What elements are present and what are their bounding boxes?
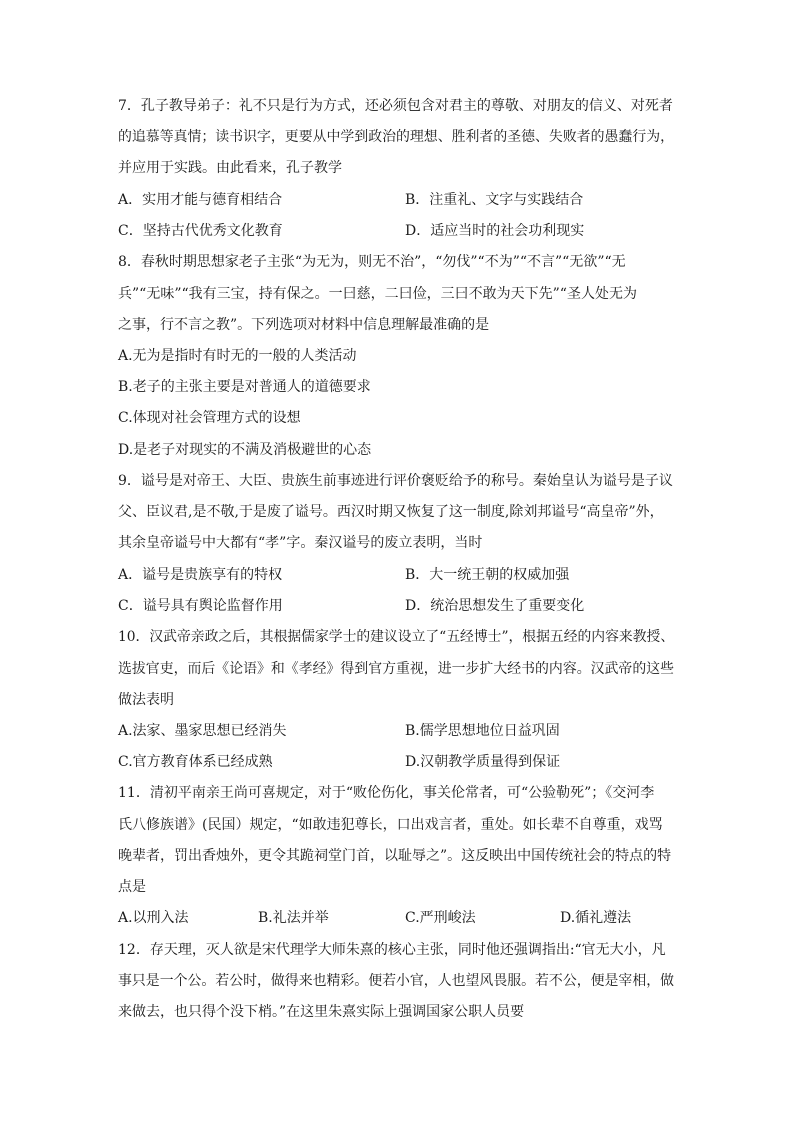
q11-option-a: A.以刑入法: [118, 910, 189, 926]
q9-option-a: A．谥号是贵族享有的特权: [118, 567, 283, 583]
q10-stem-line: 选拔官吏，而后《论语》和《孝经》得到官方重视，进一步扩大经书的内容。汉武帝的这些: [118, 661, 675, 677]
q7-option-c: C．坚持古代优秀文化教育: [118, 223, 283, 239]
q10-option-c: C.官方教育体系已经成熟: [118, 754, 273, 770]
q7-option-b: B．注重礼、文字与实践结合: [405, 192, 584, 208]
q8-option-c: C.体现对社会管理方式的设想: [118, 410, 301, 426]
q8-option-d: D.是老子对现实的不满及消极避世的心态: [118, 442, 372, 458]
q8-option-a: A.无为是指时有时无的一般的人类活动: [118, 348, 357, 364]
q10-option-a: A.法家、墨家思想已经消失: [118, 723, 287, 739]
q11-stem-line: 氏八修族谱》(民国）规定，“如敢违犯尊长，口出戏言者，重处。如长辈不自尊重，戏骂: [118, 817, 663, 833]
q8-stem-line: 8．春秋时期思想家老子主张“为无为，则无不治”，“勿伐”“不为”“不言”“无欲”“无: [118, 254, 626, 270]
q11-stem-line: 11．清初平南亲王尚可喜规定，对于“败伦伤化，事关伦常者，可“公验勒死”；《交河李: [118, 785, 655, 801]
q9-option-b: B．大一统王朝的权威加强: [405, 567, 570, 583]
q11-stem-line: 点是: [118, 879, 146, 895]
q7-stem-line: 的追慕等真情；读书识字，更要从中学到政治的理想、胜利者的圣德、失败者的愚蠢行为，: [118, 129, 675, 145]
q12-stem-line: 事只是一个公。若公时，做得来也精彩。便若小官，人也望风畏服。若不公，便是宰相，做: [118, 973, 675, 989]
q12-stem-line: 来做去，也只得个没下梢。”在这里朱熹实际上强调国家公职人员要: [118, 1004, 525, 1020]
q10-option-b: B.儒学思想地位日益巩固: [405, 723, 560, 739]
q8-stem-line: 兵”“无味”“我有三宝，持有保之。一曰慈，二曰俭，三曰不敢为天下先”“圣人处无为: [118, 286, 637, 302]
q7-option-d: D．适应当时的社会功利现实: [405, 223, 585, 239]
q11-stem-line: 晚辈者，罚出香烛外，更令其跪祠堂门首，以耻辱之”。这反映出中国传统社会的特点的特: [118, 848, 672, 864]
q9-stem-line: 其余皇帝谥号中大都有“孝”字。秦汉谥号的废立表明，当时: [118, 535, 483, 551]
q8-stem-line: 之事，行不言之教”。下列选项对材料中信息理解最准确的是: [118, 317, 490, 333]
q10-stem-line: 10．汉武帝亲政之后，其根据儒家学士的建议设立了“五经博士”，根据五经的内容来教授、: [118, 629, 675, 645]
q10-stem-line: 做法表明: [118, 692, 174, 708]
q11-option-d: D.循礼遵法: [560, 910, 632, 926]
q9-stem-line: 父、臣议君,是不敬,于是废了谥号。西汉时期又恢复了这一制度,除刘邦谥号“高皇帝”外，: [118, 504, 664, 520]
q9-option-c: C．谥号具有舆论监督作用: [118, 598, 283, 614]
q7-option-a: A．实用才能与德育相结合: [118, 192, 283, 208]
q7-stem-line: 并应用于实践。由此看来，孔子教学: [118, 160, 342, 176]
q11-option-c: C.严刑峻法: [405, 910, 476, 926]
q10-option-d: D.汉朝教学质量得到保证: [405, 754, 561, 770]
q8-option-b: B.老子的主张主要是对普通人的道德要求: [118, 379, 371, 395]
q12-stem-line: 12．存天理，灭人欲是宋代理学大师朱熹的核心主张，同时他还强调指出:“官无大小，凡: [118, 942, 666, 958]
q7-stem-line: 7．孔子教导弟子：礼不只是行为方式，还必须包含对君主的尊敬、对朋友的信义、对死者: [118, 98, 673, 114]
q9-stem-line: 9．谥号是对帝王、大臣、贵族生前事迹进行评价褒贬给予的称号。秦始皇认为谥号是子议: [118, 473, 673, 489]
q11-option-b: B.礼法并举: [258, 910, 329, 926]
q9-option-d: D．统治思想发生了重要变化: [405, 598, 585, 614]
